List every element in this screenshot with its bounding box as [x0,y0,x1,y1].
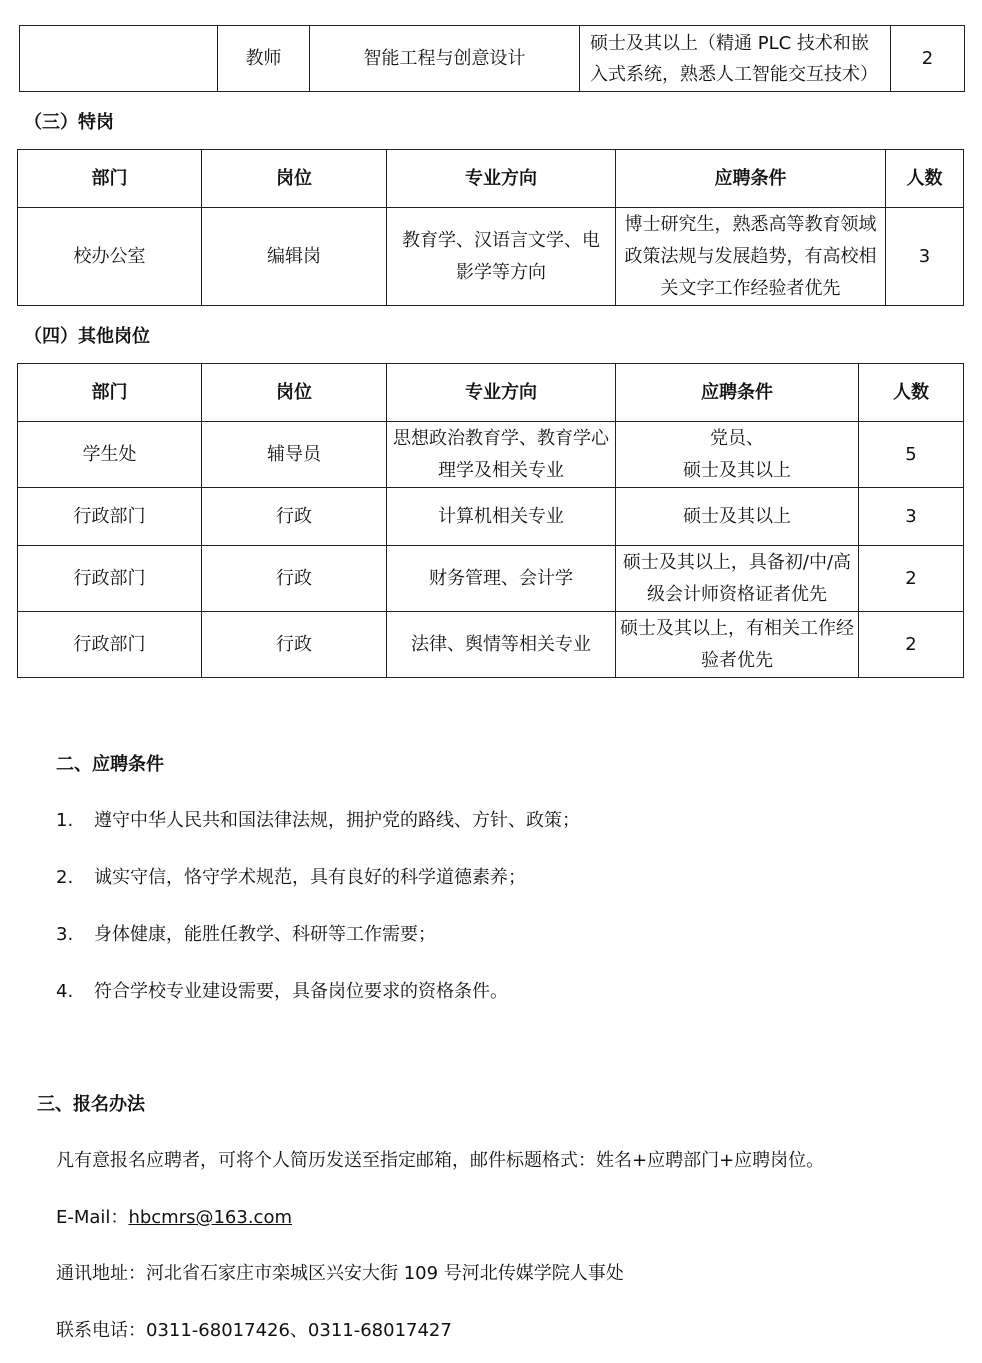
table-header-row [18,150,964,208]
header-major: 专业方向 [387,364,616,422]
requirement-cell: 硕士及其以上（精通 PLC 技术和嵌入式系统，熟悉人工智能交互技术） [580,26,891,92]
header-dept: 部门 [18,150,202,208]
position-cell: 教师 [218,26,310,92]
header-count: 人数 [859,364,964,422]
dept-cell: 行政部门 [18,546,202,612]
address-line: 通讯地址：河北省石家庄市栾城区兴安大街 109 号河北传媒学院人事处 [56,1263,624,1284]
requirement-cell: 党员、 硕士及其以上 [616,422,859,488]
major-cell: 教育学、汉语言文学、电影学等方向 [387,208,616,306]
position-cell: 行政 [202,488,387,546]
position-cell: 编辑岗 [202,208,387,306]
dept-cell: 行政部门 [18,612,202,678]
item-text: 诚实守信，恪守学术规范，具有良好的科学道德素养； [94,867,526,888]
phone-line: 联系电话：0311-68017426、0311-68017427 [56,1320,452,1341]
major-cell: 计算机相关专业 [387,488,616,546]
list-item [56,920,436,946]
item-number: 4. [56,981,74,1002]
table-row [18,422,964,488]
dept-cell: 学生处 [18,422,202,488]
table-header-row [18,364,964,422]
count-cell: 3 [859,488,964,546]
table-row [18,612,964,678]
count-cell: 2 [859,612,964,678]
table-row [18,488,964,546]
position-cell: 行政 [202,612,387,678]
count-cell: 2 [891,26,965,92]
position-cell: 辅导员 [202,422,387,488]
count-cell: 2 [859,546,964,612]
list-item [56,863,526,889]
requirement-cell: 博士研究生，熟悉高等教育领域政策法规与发展趋势，有高校相关文字工作经验者优先 [616,208,886,306]
item-number: 1. [56,810,74,831]
requirement-cell: 硕士及其以上 [616,488,859,546]
application-title: 三、报名办法 [37,1094,145,1115]
other-positions-table [17,363,964,678]
top-continuation-table [19,25,965,92]
count-cell: 3 [886,208,964,306]
header-count: 人数 [886,150,964,208]
item-text: 身体健康，能胜任教学、科研等工作需要； [94,924,436,945]
header-requirement: 应聘条件 [616,150,886,208]
dept-cell: 行政部门 [18,488,202,546]
major-cell: 智能工程与创意设计 [310,26,580,92]
table-row [18,546,964,612]
count-cell: 5 [859,422,964,488]
major-cell: 法律、舆情等相关专业 [387,612,616,678]
item-text: 符合学校专业建设需要，具备岗位要求的资格条件。 [94,981,508,1002]
header-position: 岗位 [202,364,387,422]
major-cell: 思想政治教育学、教育学心理学及相关专业 [387,422,616,488]
special-positions-table [17,149,964,306]
position-cell: 行政 [202,546,387,612]
conditions-title: 二、应聘条件 [56,754,164,775]
requirement-cell: 硕士及其以上，有相关工作经验者优先 [616,612,859,678]
list-item [56,806,580,832]
email-link[interactable]: hbcmrs@163.com [128,1207,293,1228]
application-intro: 凡有意报名应聘者，可将个人简历发送至指定邮箱，邮件标题格式：姓名+应聘部门+应聘岗位。 [56,1150,825,1171]
table-row [20,26,965,92]
header-requirement: 应聘条件 [616,364,859,422]
email-label: E-Mail： [56,1207,129,1228]
item-text: 遵守中华人民共和国法律法规，拥护党的路线、方针、政策； [94,810,580,831]
item-number: 2. [56,867,74,888]
section-title-special: （三）特岗 [24,112,114,133]
list-item [56,977,508,1003]
major-cell: 财务管理、会计学 [387,546,616,612]
email-line [56,1203,292,1229]
header-dept: 部门 [18,364,202,422]
section-title-other: （四）其他岗位 [24,326,150,347]
header-position: 岗位 [202,150,387,208]
dept-cell [20,26,218,92]
dept-cell: 校办公室 [18,208,202,306]
item-number: 3. [56,924,74,945]
table-row [18,208,964,306]
header-major: 专业方向 [387,150,616,208]
requirement-cell: 硕士及其以上，具备初/中/高级会计师资格证者优先 [616,546,859,612]
